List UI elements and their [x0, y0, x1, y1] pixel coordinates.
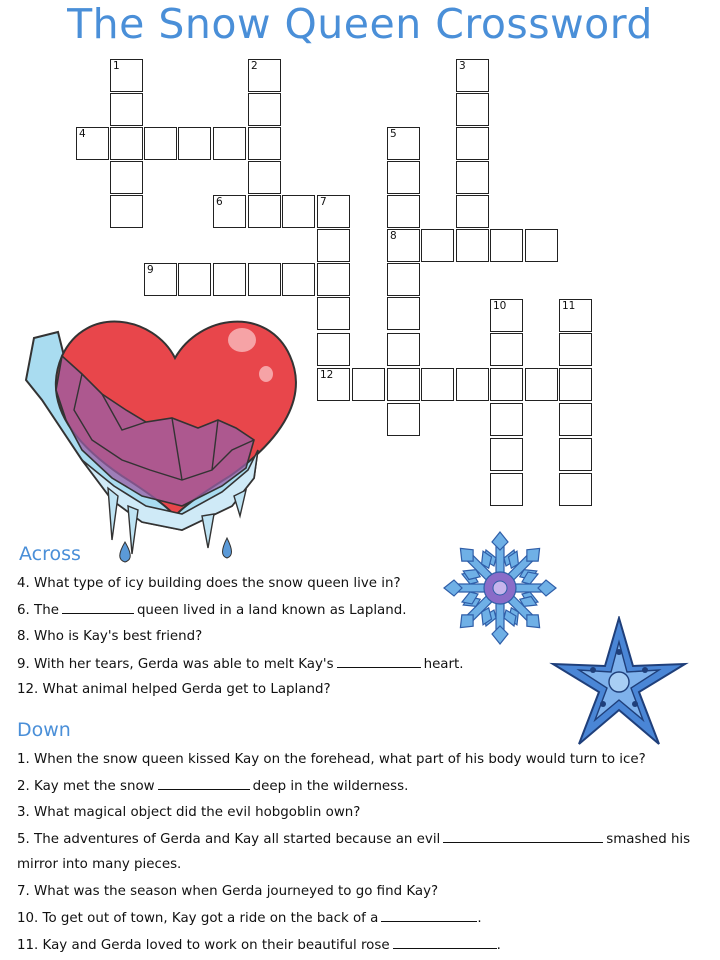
grid-cell[interactable]	[76, 127, 109, 160]
clue-number: 8	[390, 230, 397, 242]
grid-cell[interactable]	[559, 368, 592, 401]
clue-text: queen lived in a land known as Lapland.	[136, 603, 407, 618]
clue-number: 10	[493, 300, 507, 312]
frozen-heart-illustration	[22, 310, 322, 570]
grid-cell[interactable]	[490, 229, 523, 262]
grid-cell[interactable]	[559, 299, 592, 332]
grid-cell[interactable]	[525, 229, 558, 262]
clue-text: 11. Kay and Gerda loved to work on their beautiful rose	[17, 938, 390, 953]
grid-cell[interactable]	[525, 368, 558, 401]
clue-number: 4	[79, 128, 86, 140]
clue-text: .	[477, 911, 482, 926]
grid-cell[interactable]	[559, 438, 592, 471]
grid-cell[interactable]	[559, 473, 592, 506]
clue-text: 6. The	[17, 603, 59, 618]
clue-down-10	[17, 909, 482, 928]
grid-cell[interactable]	[317, 229, 350, 262]
clue-number: 5	[390, 128, 397, 140]
grid-cell[interactable]	[456, 368, 489, 401]
grid-cell[interactable]	[213, 263, 246, 296]
clue-down-2	[17, 777, 408, 796]
clue-down-3: 3. What magical object did the evil hobgoblin own?	[17, 805, 361, 820]
answer-blank	[62, 601, 134, 614]
grid-cell[interactable]	[387, 263, 420, 296]
grid-cell[interactable]	[387, 229, 420, 262]
grid-cell[interactable]	[490, 403, 523, 436]
grid-cell[interactable]	[490, 299, 523, 332]
answer-blank	[393, 936, 497, 949]
clue-text: 5. The adventures of Gerda and Kay all started because an evil	[17, 832, 441, 847]
clue-text: deep in the wilderness.	[252, 779, 409, 794]
grid-cell[interactable]	[352, 368, 385, 401]
grid-cell[interactable]	[144, 263, 177, 296]
clue-text: heart.	[423, 657, 464, 672]
grid-cell[interactable]	[456, 127, 489, 160]
grid-cell[interactable]	[387, 403, 420, 436]
grid-cell[interactable]	[317, 263, 350, 296]
grid-cell[interactable]	[456, 229, 489, 262]
clue-text: 9. With her tears, Gerda was able to melt Kay's	[17, 657, 334, 672]
grid-cell[interactable]	[248, 195, 281, 228]
grid-cell[interactable]	[456, 161, 489, 194]
clue-text: 10. To get out of town, Kay got a ride on the back of a	[17, 911, 379, 926]
grid-cell[interactable]	[456, 195, 489, 228]
clue-across-6	[17, 601, 407, 620]
clue-number: 6	[216, 196, 223, 208]
page-title: The Snow Queen Crossword	[67, 0, 653, 48]
grid-cell[interactable]	[559, 403, 592, 436]
answer-blank	[443, 830, 603, 843]
snowflake-icon	[440, 528, 560, 648]
grid-cell[interactable]	[456, 93, 489, 126]
grid-cell[interactable]	[282, 195, 315, 228]
grid-cell[interactable]	[559, 333, 592, 366]
clue-text: .	[496, 938, 501, 953]
grid-cell[interactable]	[421, 368, 454, 401]
grid-cell[interactable]	[387, 297, 420, 330]
grid-cell[interactable]	[387, 127, 420, 160]
grid-cell[interactable]	[248, 161, 281, 194]
answer-blank	[337, 655, 421, 668]
answer-blank	[158, 777, 250, 790]
across-heading: Across	[19, 543, 81, 565]
grid-cell[interactable]	[178, 127, 211, 160]
clue-down-1: 1. When the snow queen kissed Kay on the forehead, what part of his body would turn to ice?	[17, 752, 646, 767]
grid-cell[interactable]	[490, 333, 523, 366]
clue-number: 2	[251, 60, 258, 72]
grid-cell[interactable]	[144, 127, 177, 160]
clue-down-5	[17, 830, 690, 849]
grid-cell[interactable]	[387, 368, 420, 401]
clue-across-8: 8. Who is Kay's best friend?	[17, 629, 203, 644]
clue-across-9	[17, 655, 464, 674]
grid-cell[interactable]	[248, 127, 281, 160]
grid-cell[interactable]	[387, 161, 420, 194]
clue-number: 3	[459, 60, 466, 72]
grid-cell[interactable]	[421, 229, 454, 262]
grid-cell[interactable]	[490, 368, 523, 401]
clue-across-4: 4. What type of icy building does the snow queen live in?	[17, 576, 401, 591]
grid-cell[interactable]	[490, 473, 523, 506]
grid-cell[interactable]	[110, 59, 143, 92]
clue-down-7: 7. What was the season when Gerda journeyed to go find Kay?	[17, 884, 439, 899]
grid-cell[interactable]	[317, 195, 350, 228]
grid-cell[interactable]	[110, 195, 143, 228]
grid-cell[interactable]	[110, 93, 143, 126]
clue-number: 12	[320, 369, 334, 381]
grid-cell[interactable]	[248, 59, 281, 92]
grid-cell[interactable]	[456, 59, 489, 92]
grid-cell[interactable]	[387, 333, 420, 366]
clue-down-11	[17, 936, 501, 955]
clue-number: 9	[147, 264, 154, 276]
grid-cell[interactable]	[248, 263, 281, 296]
grid-cell[interactable]	[248, 93, 281, 126]
grid-cell[interactable]	[213, 127, 246, 160]
grid-cell[interactable]	[490, 438, 523, 471]
grid-cell[interactable]	[110, 161, 143, 194]
clue-number: 7	[320, 196, 327, 208]
grid-cell[interactable]	[387, 195, 420, 228]
clue-across-12: 12. What animal helped Gerda get to Lapland?	[17, 682, 331, 697]
snowflake-icon	[548, 616, 690, 748]
clue-number: 11	[562, 300, 576, 312]
grid-cell[interactable]	[110, 127, 143, 160]
clue-text: smashed his	[606, 832, 691, 847]
grid-cell[interactable]	[282, 263, 315, 296]
clue-text: 2. Kay met the snow	[17, 779, 155, 794]
clue-down-5-continued: mirror into many pieces.	[17, 857, 182, 872]
answer-blank	[381, 909, 477, 922]
grid-cell[interactable]	[178, 263, 211, 296]
down-heading: Down	[17, 719, 71, 741]
clue-number: 1	[113, 60, 120, 72]
grid-cell[interactable]	[213, 195, 246, 228]
